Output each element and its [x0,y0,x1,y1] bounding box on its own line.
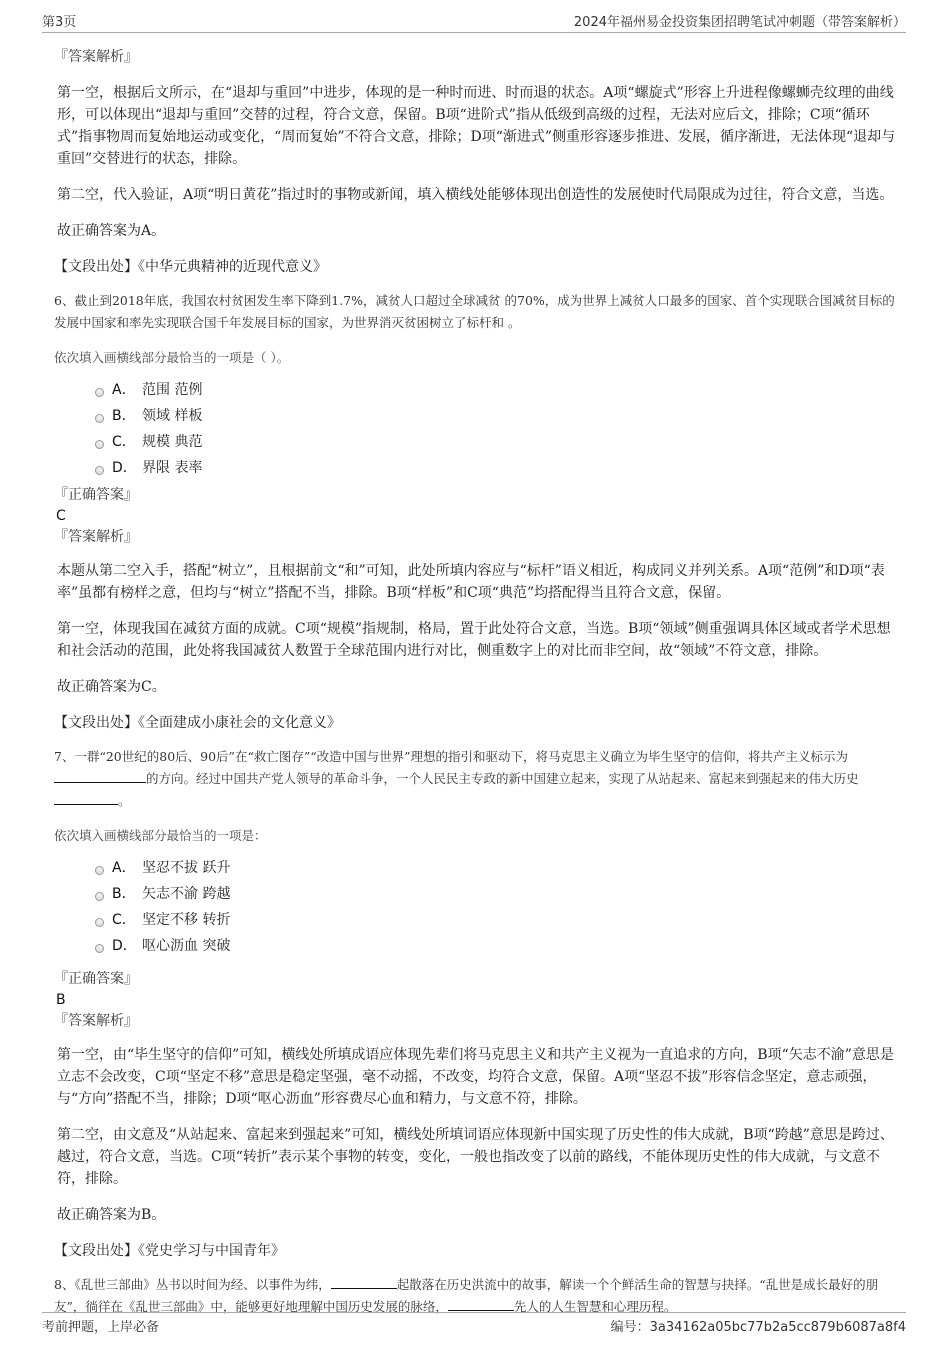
q5-analysis-paragraph-1: 第一空，根据后文所示，在“退却与重回”中进步，体现的是一种时而进、时而退的状态。A项“螺旋式”形容上升进程像螺蛳壳纹理的曲线形，可以体现出“退却与重回”交替的过程，符合文意，保留。B项“进阶式”指从低级到高级的过程，无法对应后文，排除；C项“循环式”指事物周而复始地运动或变化，“周而复始”不符合文意，排除；D项“渐进式”侧重形容逐步推进、发展，循序渐进，无法体现“退却与重回”交替进行的状态，排除。 [57,85,896,167]
q8-stem-part-2: 起散落在历史洪流中的故事，解读一个个鲜活生命的智慧与抉择。“乱世是成长最好的朋友”，徜徉在《乱世三部曲》中，能够更好地理解中国历史发展的脉络， [54,1277,879,1314]
q6-option-a[interactable] [95,376,897,402]
fill-blank-2 [448,1296,514,1311]
radio-icon[interactable] [95,892,104,901]
option-text: 界限 表率 [142,460,203,476]
fill-blank-1 [331,1274,397,1289]
q7-stem-part-4: 。 [118,793,131,808]
option-letter: A． [112,860,136,876]
radio-icon[interactable] [95,466,104,475]
q7-source: 【文段出处】《党史学习与中国青年》 [54,1243,285,1259]
q6-analysis-paragraph-1: 本题从第二空入手，搭配“树立”，且根据前文“和”可知，此处所填内容应与“标杆”语义相近，构成同义并列关系。A项“范例”和D项“表率”虽都有榜样之意，但均与“树立”搭配不当，排除。B项“样板”和C项“典范”均搭配得当且符合文意，保留。 [57,563,885,601]
q8-stem-part-3: 先人的人生智慧和心理历程。 [513,1299,677,1314]
footer-slogan: 考前押题，上岸必备 [42,1320,160,1335]
q6-source: 【文段出处】《全面建成小康社会的文化意义》 [54,715,341,731]
option-text: 坚定不移 转折 [142,912,231,928]
q6-option-c[interactable] [95,428,897,454]
q7-prompt: 依次填入画横线部分最恰当的一项是： [54,828,267,843]
q7-stem-part-3: 历史 [833,771,859,786]
option-text: 呕心沥血 突破 [142,938,231,954]
analysis-label: 『答案解析』 [54,1013,138,1029]
radio-icon[interactable] [95,440,104,449]
q6-option-b[interactable] [95,402,897,428]
q7-stem-part-2: 的方向。经过中国共产党人领导的革命斗争，一个人民民主专政的新中国建立起来，实现了从站起来、富起来到强起来的伟大 [146,771,834,786]
q6-conclusion: 故正确答案为C。 [57,679,166,695]
correct-answer-label: 『正确答案』 [54,971,138,987]
radio-icon[interactable] [95,388,104,397]
q7-options [95,854,897,958]
q6-prompt: 依次填入画横线部分最恰当的一项是（ ）。 [54,350,290,365]
q7-analysis-paragraph-1: 第一空，由“毕生坚守的信仰”可知，横线处所填成语应体现先辈们将马克思主义和共产主义视为一直追求的方向，B项“矢志不渝”意思是立志不会改变，C项“坚定不移”意思是稳定坚强，毫不动摇，不改变，均符合文意，保留。A项“坚忍不拔”形容信念坚定，意志顽强，与“方向”搭配不当，排除；D项“呕心沥血”形容费尽心血和精力，与文意不符，排除。 [57,1047,894,1107]
q7-option-c[interactable] [95,906,897,932]
q5-conclusion: 故正确答案为A。 [57,223,166,239]
q5-source: 【文段出处】《中华元典精神的近现代意义》 [54,259,327,275]
q6-options [95,376,897,480]
page-header [42,11,906,33]
analysis-label: 『答案解析』 [54,529,138,545]
q7-option-a[interactable] [95,854,897,880]
document-body [54,46,897,1318]
radio-icon[interactable] [95,944,104,953]
option-letter: A． [112,382,136,398]
fill-blank-2 [54,790,118,805]
q6-stem [54,290,897,334]
option-letter: C． [112,912,136,928]
page-number: 第3页 [42,15,77,30]
document-serial-number: 编号：3a34162a05bc77b2a5cc879b6087a8f4 [610,1320,906,1335]
document-title: 2024年福州易金投资集团招聘笔试冲刺题（带答案解析） [573,15,906,30]
analysis-label: 『答案解析』 [54,49,138,65]
option-text: 矢志不渝 跨越 [142,886,231,902]
option-text: 领域 样板 [142,408,203,424]
radio-icon[interactable] [95,866,104,875]
option-letter: B． [112,886,136,902]
q6-stem-text: 6、截止到2018年底，我国农村贫困发生率下降到1.7%，减贫人口超过全球减贫 的70%，成为世界上减贫人口最多的国家、首个实现联合国减贫目标的发展中国家和率先实现联合国千年发展目标的国家，为世界消灭贫困树立了标杆和 。 [54,293,895,330]
q7-stem-part-1: 7、一群“20世纪的80后、90后”在“救亡图存”“改造中国与世界”理想的指引和驱动下，将马克思主义确立为毕生坚守的信仰，将共产主义标示为 [54,749,849,764]
option-letter: D． [112,938,137,954]
q7-answer: B [56,992,66,1008]
q5-analysis-paragraph-2: 第二空，代入验证，A项“明日黄花”指过时的事物或新闻，填入横线处能够体现出创造性的发展使时代局限成为过往，符合文意，当选。 [57,187,894,203]
q7-conclusion: 故正确答案为B。 [57,1207,166,1223]
fill-blank-1 [54,768,146,783]
option-text: 规模 典范 [142,434,203,450]
page-footer [42,1312,906,1335]
option-letter: C． [112,434,136,450]
correct-answer-label: 『正确答案』 [54,487,138,503]
radio-icon[interactable] [95,414,104,423]
option-text: 范围 范例 [142,382,203,398]
q6-answer: C [56,508,66,524]
option-letter: B． [112,408,136,424]
q7-option-d[interactable] [95,932,897,958]
option-letter: D． [112,460,137,476]
q7-analysis-paragraph-2: 第二空，由文意及“从站起来、富起来到强起来”可知，横线处所填词语应体现新中国实现了历史性的伟大成就，B项“跨越”意思是跨过、越过，符合文意，当选。C项“转折”表示某个事物的转变，变化，一般也指改变了以前的路线，不能体现历史性的伟大成就，与文意不符，排除。 [57,1127,894,1187]
q6-option-d[interactable] [95,454,897,480]
option-text: 坚忍不拔 跃升 [142,860,231,876]
q7-stem [54,746,897,812]
q8-stem-part-1: 8、《乱世三部曲》丛书以时间为经、以事件为纬， [54,1277,331,1292]
radio-icon[interactable] [95,918,104,927]
q6-analysis-paragraph-2: 第一空，体现我国在减贫方面的成就。C项“规模”指规制，格局，置于此处符合文意，当选。B项“领域”侧重强调具体区域或者学术思想和社会活动的范围，此处将我国减贫人数置于全球范围内进行对比，侧重数字上的对比而非空间，故“领域”不符文意，排除。 [57,621,891,659]
q7-option-b[interactable] [95,880,897,906]
